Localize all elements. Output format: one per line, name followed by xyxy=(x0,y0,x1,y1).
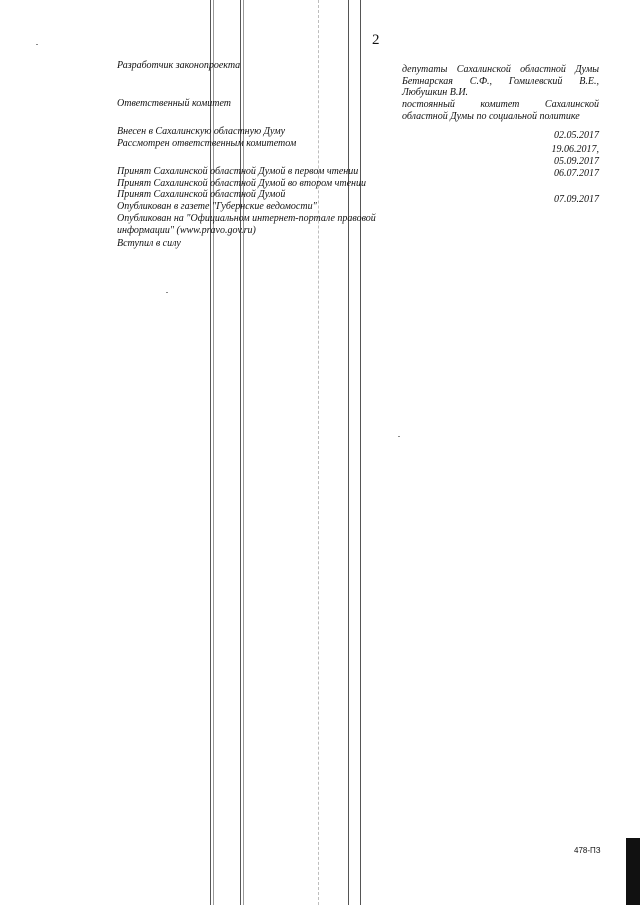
first-reading-label: Принят Сахалинской областной Думой в первом чтении xyxy=(117,166,359,177)
document-code: 478-ПЗ xyxy=(574,846,601,855)
reviewed-date-2: 05.09.2017 xyxy=(554,156,599,167)
page-number: 2 xyxy=(372,32,380,48)
entered-force-label: Вступил в силу xyxy=(117,238,181,249)
committee-value: постоянный комитет Сахалинской областной Думы по социальной политике xyxy=(402,99,599,122)
published-portal-label: Опубликован на "Официальном интернет-портале правовой информации" (www.pravo.gov.ru) xyxy=(117,213,376,236)
committee-label: Ответственный комитет xyxy=(117,98,231,109)
reviewed-date-1: 19.06.2017, xyxy=(551,144,599,155)
scan-speck xyxy=(36,44,38,45)
scan-line xyxy=(318,0,319,905)
scan-speck xyxy=(166,292,168,293)
second-reading-label: Принят Сахалинской областной Думой во втором чтении xyxy=(117,178,367,189)
first-reading-date: 06.07.2017 xyxy=(554,168,599,179)
adopted-label: Принят Сахалинской областной Думой xyxy=(117,189,286,200)
scan-line xyxy=(348,0,349,905)
scan-speck xyxy=(398,436,400,437)
developers-value: депутаты Сахалинской областной Думы Бетнарская С.Ф., Гомилевский В.Е., Любушкин В.И. xyxy=(402,64,599,98)
submitted-date: 02.05.2017 xyxy=(554,130,599,141)
submitted-label: Внесен в Сахалинскую областную Думу xyxy=(117,126,286,137)
scan-edge-mark xyxy=(626,838,640,905)
published-date: 07.09.2017 xyxy=(554,194,599,205)
scan-line xyxy=(360,0,361,905)
developer-label: Разработчик законопроекта xyxy=(117,60,241,71)
published-gazette-label: Опубликован в газете "Губернские ведомости" xyxy=(117,201,317,212)
reviewed-label: Рассмотрен ответственным комитетом xyxy=(117,138,297,149)
